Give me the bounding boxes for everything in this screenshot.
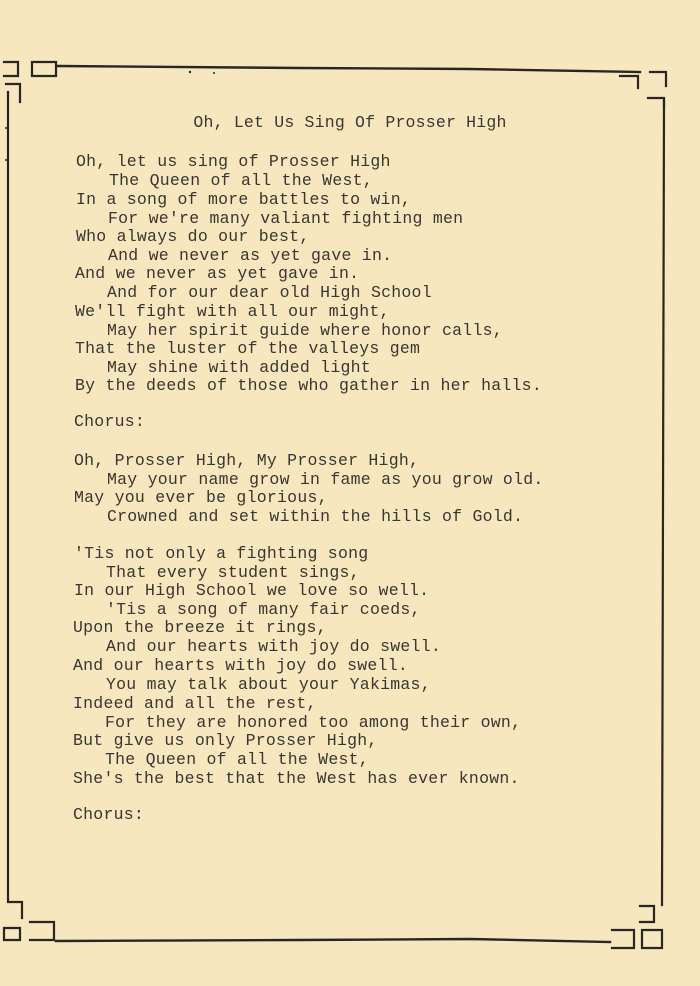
verse-1-line: May her spirit guide where honor calls,: [107, 321, 503, 340]
verse-1-line: That the luster of the valleys gem: [75, 339, 421, 358]
song-title: Oh, Let Us Sing Of Prosser High: [193, 113, 507, 132]
verse-2-line: You may talk about your Yakimas,: [106, 675, 431, 694]
verse-1-line: For we're many valiant fighting men: [108, 209, 464, 228]
verse-1-line: The Queen of all the West,: [109, 171, 373, 190]
verse-2-line: She's the best that the West has ever known.: [73, 769, 520, 788]
verse-1-line: And for our dear old High School: [107, 283, 432, 302]
verse-2-line: And our hearts with joy do swell.: [73, 656, 409, 675]
verse-2-line: That every student sings,: [106, 563, 360, 582]
chorus-label: Chorus:: [73, 805, 145, 824]
chorus-line: Crowned and set within the hills of Gold.: [107, 507, 524, 526]
chorus-line: May your name grow in fame as you grow old.: [107, 470, 544, 489]
verse-2-line: 'Tis a song of many fair coeds,: [106, 600, 421, 619]
verse-2-line: Indeed and all the rest,: [73, 694, 317, 713]
verse-1-line: Oh, let us sing of Prosser High: [76, 152, 391, 171]
chorus-line: May you ever be glorious,: [74, 488, 328, 507]
verse-1-line: Who always do our best,: [76, 227, 310, 246]
verse-2-line: Upon the breeze it rings,: [73, 618, 327, 637]
verse-1-line: And we never as yet gave in.: [75, 264, 360, 283]
verse-1-line: And we never as yet gave in.: [108, 246, 393, 265]
verse-2-line: For they are honored too among their own,: [105, 713, 522, 732]
chorus-label: Chorus:: [74, 412, 146, 431]
verse-1-line: We'll fight with all our might,: [75, 302, 390, 321]
verse-2-line: 'Tis not only a fighting song: [74, 544, 369, 563]
verse-2-line: The Queen of all the West,: [105, 750, 369, 769]
chorus-line: Oh, Prosser High, My Prosser High,: [74, 451, 420, 470]
verse-1-line: In a song of more battles to win,: [76, 190, 412, 209]
verse-2-line: And our hearts with joy do swell.: [106, 637, 442, 656]
verse-2-line: But give us only Prosser High,: [73, 731, 378, 750]
verse-2-line: In our High School we love so well.: [74, 581, 430, 600]
verse-1-line: By the deeds of those who gather in her halls.: [75, 376, 542, 395]
verse-1-line: May shine with added light: [107, 358, 371, 377]
